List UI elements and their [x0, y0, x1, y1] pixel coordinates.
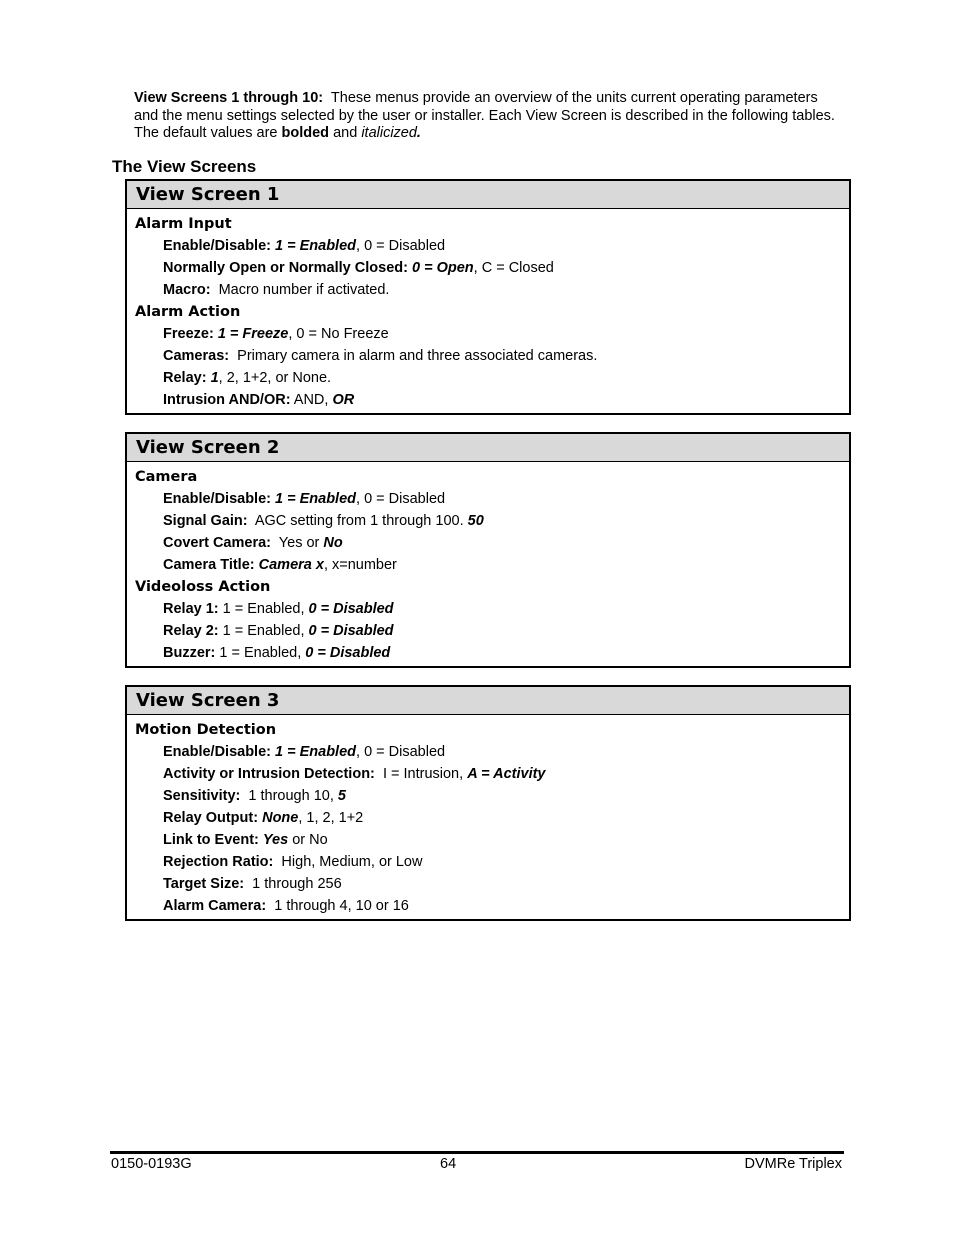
default-value: 1 = Enabled — [275, 491, 357, 507]
setting-text: AND, — [290, 392, 333, 408]
setting-row — [127, 620, 849, 642]
setting-row — [127, 895, 849, 917]
setting-text-after: , 0 = Disabled — [356, 744, 446, 760]
setting-text: Yes or — [271, 535, 324, 551]
setting-label: Alarm Camera: — [163, 898, 267, 914]
setting-row — [127, 741, 849, 763]
panel-body — [127, 715, 849, 917]
setting-text: Primary camera in alarm and three associated cameras. — [229, 348, 598, 364]
default-value: 0 = Disabled — [308, 601, 394, 617]
setting-row — [127, 532, 849, 554]
view-screen-2-panel — [125, 432, 851, 668]
setting-text: 1 = Enabled, — [218, 623, 309, 639]
setting-label: Relay: — [163, 370, 207, 386]
setting-label: Covert Camera: — [163, 535, 271, 551]
setting-text-after: , 1, 2, 1+2 — [298, 810, 364, 826]
setting-label: Buzzer: — [163, 645, 216, 661]
default-value: Yes — [262, 832, 289, 848]
default-value: 0 = Open — [411, 260, 474, 276]
default-value: 1 = Enabled — [275, 744, 357, 760]
setting-row — [127, 785, 849, 807]
setting-row — [127, 367, 849, 389]
intro-period: . — [416, 125, 421, 141]
setting-label: Link to Event: — [163, 832, 259, 848]
setting-row — [127, 598, 849, 620]
setting-label: Target Size: — [163, 876, 245, 892]
panel-body — [127, 209, 849, 411]
panel-title: View Screen 1 — [127, 181, 849, 209]
setting-text-after: , x=number — [323, 557, 397, 573]
setting-row — [127, 763, 849, 785]
setting-row — [127, 279, 849, 301]
setting-text: High, Medium, or Low — [273, 854, 423, 870]
setting-label: Enable/Disable: — [163, 238, 271, 254]
group-heading: Alarm Input — [135, 216, 232, 232]
setting-text: 1 through 4, 10 or 16 — [266, 898, 409, 914]
setting-label: Macro: — [163, 282, 211, 298]
default-value: 5 — [337, 788, 346, 804]
setting-label: Cameras: — [163, 348, 230, 364]
setting-row — [127, 345, 849, 367]
setting-row — [127, 235, 849, 257]
setting-label: Activity or Intrusion Detection: — [163, 766, 375, 782]
panel-body — [127, 462, 849, 664]
setting-row — [127, 488, 849, 510]
setting-label: Enable/Disable: — [163, 744, 271, 760]
setting-row — [127, 510, 849, 532]
setting-label: Signal Gain: — [163, 513, 248, 529]
setting-text-after: , 0 = Disabled — [356, 491, 446, 507]
setting-row — [127, 829, 849, 851]
default-value: None — [262, 810, 299, 826]
default-value: 0 = Disabled — [305, 645, 391, 661]
default-value: A = Activity — [467, 766, 546, 782]
default-value: Camera x — [258, 557, 324, 573]
default-value: 0 = Disabled — [308, 623, 394, 639]
setting-label: Sensitivity: — [163, 788, 241, 804]
setting-row — [127, 554, 849, 576]
setting-row — [127, 323, 849, 345]
view-screen-1-panel — [125, 179, 851, 415]
setting-row — [127, 851, 849, 873]
panel-title: View Screen 2 — [127, 434, 849, 462]
setting-text: I = Intrusion, — [374, 766, 468, 782]
setting-label: Normally Open or Normally Closed: — [163, 260, 408, 276]
setting-text-after: or No — [288, 832, 328, 848]
setting-row — [127, 807, 849, 829]
setting-label: Relay 2: — [163, 623, 219, 639]
setting-text-after: , C = Closed — [473, 260, 554, 276]
setting-text: 1 through 10, — [240, 788, 338, 804]
setting-label: Relay 1: — [163, 601, 219, 617]
setting-text-after: , 0 = No Freeze — [288, 326, 389, 342]
group-heading: Camera — [135, 469, 198, 485]
default-value: 1 — [210, 370, 219, 386]
group-heading: Alarm Action — [135, 304, 241, 320]
intro-text: These menus provide an overview of the units current operating parameters and the menu settings selected by the user or installer. Each View Screen is described in the following tables. The default values are — [134, 90, 835, 141]
setting-label: Relay Output: — [163, 810, 259, 826]
group-heading: Motion Detection — [135, 722, 277, 738]
setting-row — [127, 642, 849, 664]
setting-row — [127, 257, 849, 279]
default-value: OR — [332, 392, 355, 408]
intro-bolded: bolded — [281, 125, 330, 141]
setting-text-after: , 2, 1+2, or None. — [218, 370, 332, 386]
setting-label: Enable/Disable: — [163, 491, 271, 507]
setting-text: Macro number if activated. — [210, 282, 390, 298]
setting-text-after: , 0 = Disabled — [356, 238, 446, 254]
group-heading: Videoloss Action — [135, 579, 271, 595]
setting-row — [127, 389, 849, 411]
setting-text: 1 = Enabled, — [218, 601, 309, 617]
setting-row — [127, 873, 849, 895]
default-value: 1 = Enabled — [275, 238, 357, 254]
intro-and: and — [333, 125, 358, 141]
setting-label: Rejection Ratio: — [163, 854, 274, 870]
intro-italicized: italicized — [361, 125, 417, 141]
section-title: The View Screens — [112, 157, 257, 176]
setting-label: Intrusion AND/OR: — [163, 392, 291, 408]
setting-text: AGC setting from 1 through 100. — [247, 513, 468, 529]
default-value: 50 — [467, 513, 484, 529]
panel-title: View Screen 3 — [127, 687, 849, 715]
footer-rule — [110, 1151, 844, 1154]
default-value: 1 = Freeze — [217, 326, 289, 342]
view-screen-3-panel — [125, 685, 851, 921]
footer-page-number: 64 — [440, 1156, 457, 1172]
intro-lead: View Screens 1 through 10: — [134, 90, 324, 106]
default-value: No — [323, 535, 343, 551]
setting-text: 1 through 256 — [244, 876, 342, 892]
setting-text: 1 = Enabled, — [215, 645, 306, 661]
setting-label: Camera Title: — [163, 557, 255, 573]
setting-label: Freeze: — [163, 326, 214, 342]
intro-paragraph — [134, 90, 844, 143]
footer-product: DVMRe Triplex — [744, 1156, 842, 1172]
footer-doc-number: 0150-0193G — [111, 1156, 192, 1172]
